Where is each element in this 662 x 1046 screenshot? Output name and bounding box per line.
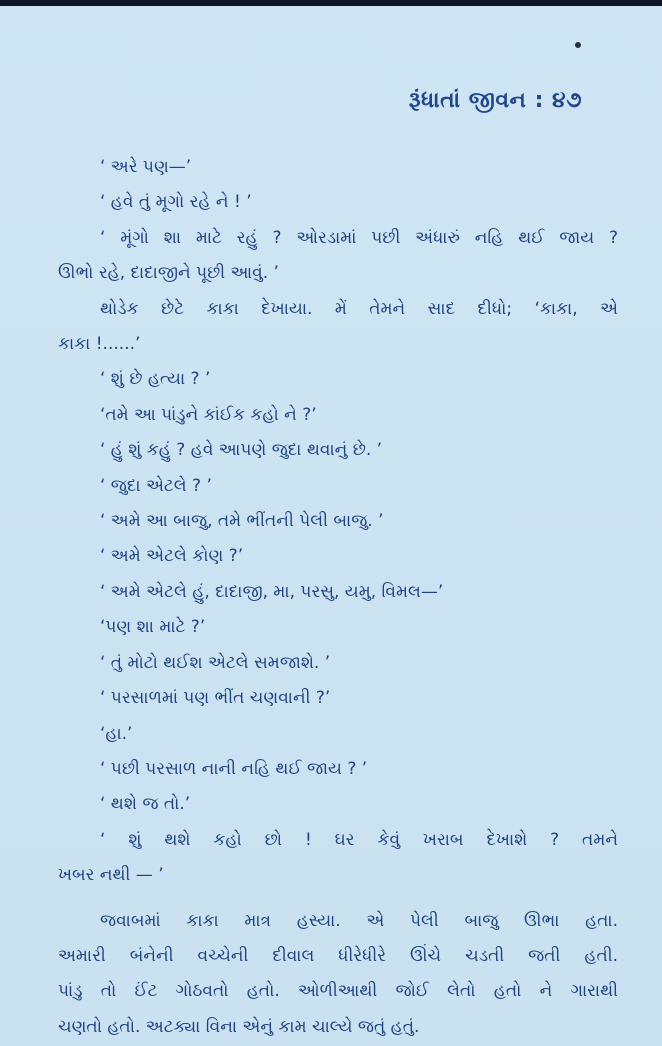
text-line: ‘ અમે એટલે કોણ ?’ (100, 546, 244, 567)
body-text (58, 150, 618, 1045)
text-line: ‘ થશે જ તો.’ (100, 794, 191, 815)
text-line: ‘ અમે એટલે હું, દાદાજી, મા, પરસુ, યમુ, વિમલ—’ (100, 581, 444, 602)
text-line: ‘ જુદા એટલે ? ’ (100, 475, 212, 496)
running-head: રૂંધાતાં જીવન : ૪૭ (408, 88, 582, 113)
text-line: પાંડુ તો ઈંટ ગોઠવતો હતો. ઓળીઆથી જોઈ લેતો હતો ને ગારાથી (58, 981, 618, 1002)
text-line: ‘ અમે આ બાજુ, તમે ભીંતની પેલી બાજુ. ’ (100, 511, 384, 532)
text-line: ‘હા.’ (100, 723, 133, 744)
text-line: ‘ હું શું કહું ? હવે આપણે જુદા થવાનું છે. ’ (100, 440, 383, 461)
text-line: કાકા !......’ (58, 334, 141, 355)
text-line: ‘ મૂંગો શા માટે રહું ? ઓરડામાં પછી અંધારું નહિ થઈ જાય ? (100, 227, 618, 248)
text-line: ‘પણ શા માટે ?’ (100, 617, 206, 638)
text-line: ‘ શું છે હત્યા ? ’ (100, 369, 211, 390)
text-line: અમારી બંનેની વચ્ચેની દીવાલ ધીરેધીરે ઊંચે ચડતી જતી હતી. (58, 945, 618, 966)
text-line: ઊભો રહે, દાદાજીને પૂછી આવું. ’ (58, 263, 279, 284)
text-line: ‘તમે આ પાંડુને કાંઈક કહો ને ?’ (100, 404, 317, 425)
text-line: ‘ પરસાળમાં પણ ભીંત ચણવાની ?’ (100, 688, 331, 709)
text-line: ‘ શું થશે કહો છો ! ઘર કેવું ખરાબ દેખાશે ? તમને (100, 829, 618, 850)
text-line: ખબર નથી — ’ (58, 865, 164, 886)
text-line: ચણતો હતો. અટક્યા વિના એનું કામ ચાલ્યે જતું હતું. (58, 1016, 420, 1037)
ink-speck (575, 42, 581, 48)
text-line: ‘ પછી પરસાળ નાની નહિ થઈ જાય ? ’ (100, 758, 368, 779)
text-line: થોડેક છેટે કાકા દેખાયા. મેં તેમને સાદ દીધો; ‘કાકા, એ (100, 298, 618, 319)
text-line: જવાબમાં કાકા માત્ર હસ્યા. એ પેલી બાજુ ઊભા હતા. (100, 910, 618, 931)
text-line: ‘ તું મોટો થઈશ એટલે સમજાશે. ’ (100, 652, 331, 673)
text-line: ‘ અરે પણ—’ (100, 157, 192, 177)
text-line: ‘ હવે તું મૂગો રહે ને ! ’ (100, 192, 252, 213)
page-top-edge (0, 0, 662, 6)
